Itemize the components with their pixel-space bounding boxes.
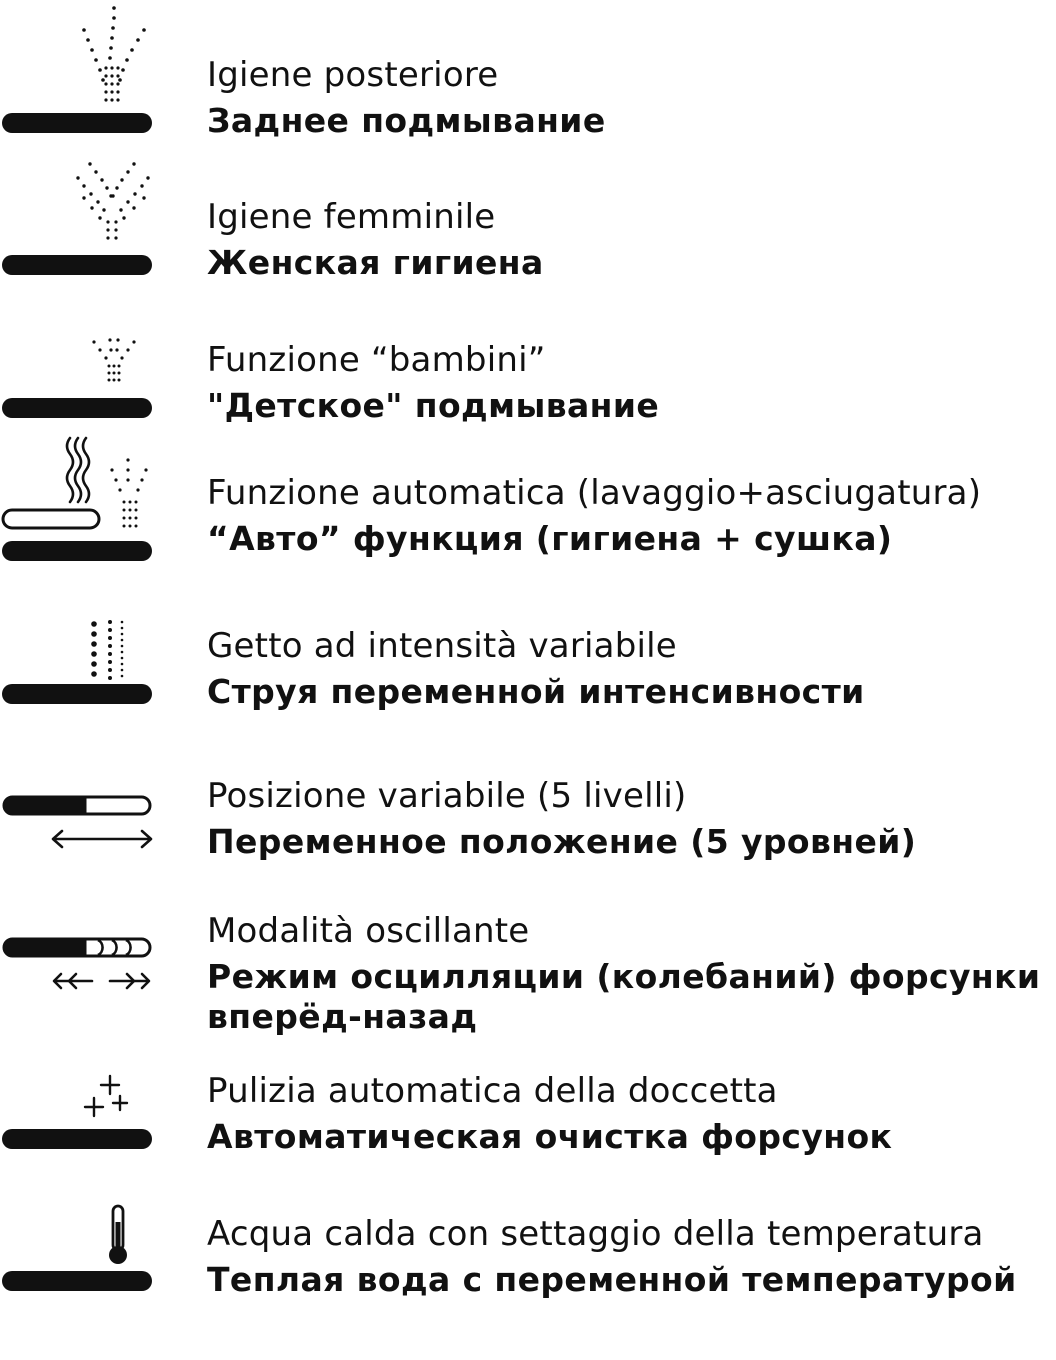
feature-title-ru: Заднее подмывание (207, 101, 606, 140)
feminine-wash-icon (0, 150, 160, 310)
feature-title-ru: “Авто” функция (гигиена + сушка) (207, 519, 893, 558)
feature-title-it: Modalità oscillante (207, 911, 530, 951)
feature-title-ru: Струя переменной интенсивности (207, 672, 865, 711)
feature-title-ru: "Детское" подмывание (207, 386, 660, 425)
feature-title-it: Posizione variabile (5 livelli) (207, 776, 687, 816)
feature-title-ru: Женская гигиена (207, 243, 544, 282)
feature-title-ru: Автоматическая очистка форсунок (207, 1117, 893, 1156)
feature-title-it: Igiene posteriore (207, 55, 499, 95)
variable-position-icon (0, 780, 160, 940)
feature-title-it: Getto ad intensità variabile (207, 626, 677, 666)
feature-title-it: Funzione “bambini” (207, 340, 546, 380)
auto-wash-dry-icon (0, 430, 160, 590)
warm-water-thermometer-icon (0, 1200, 160, 1360)
feature-title-it: Acqua calda con settaggio della temperatura (207, 1214, 984, 1254)
variable-intensity-icon (0, 610, 160, 770)
rear-wash-icon (0, 0, 160, 160)
feature-title-it: Pulizia automatica della doccetta (207, 1071, 778, 1111)
oscillating-mode-icon (0, 922, 160, 1082)
feature-title-it: Funzione automatica (lavaggio+asciugatura) (207, 473, 982, 513)
feature-title-ru: Переменное положение (5 уровней) (207, 822, 917, 861)
feature-title-ru: Режим осцилляции (колебаний) форсунки вперёд-назад (207, 957, 1041, 1036)
feature-title-ru: Теплая вода с переменной температурой (207, 1260, 1017, 1299)
feature-title-it: Igiene femminile (207, 197, 496, 237)
